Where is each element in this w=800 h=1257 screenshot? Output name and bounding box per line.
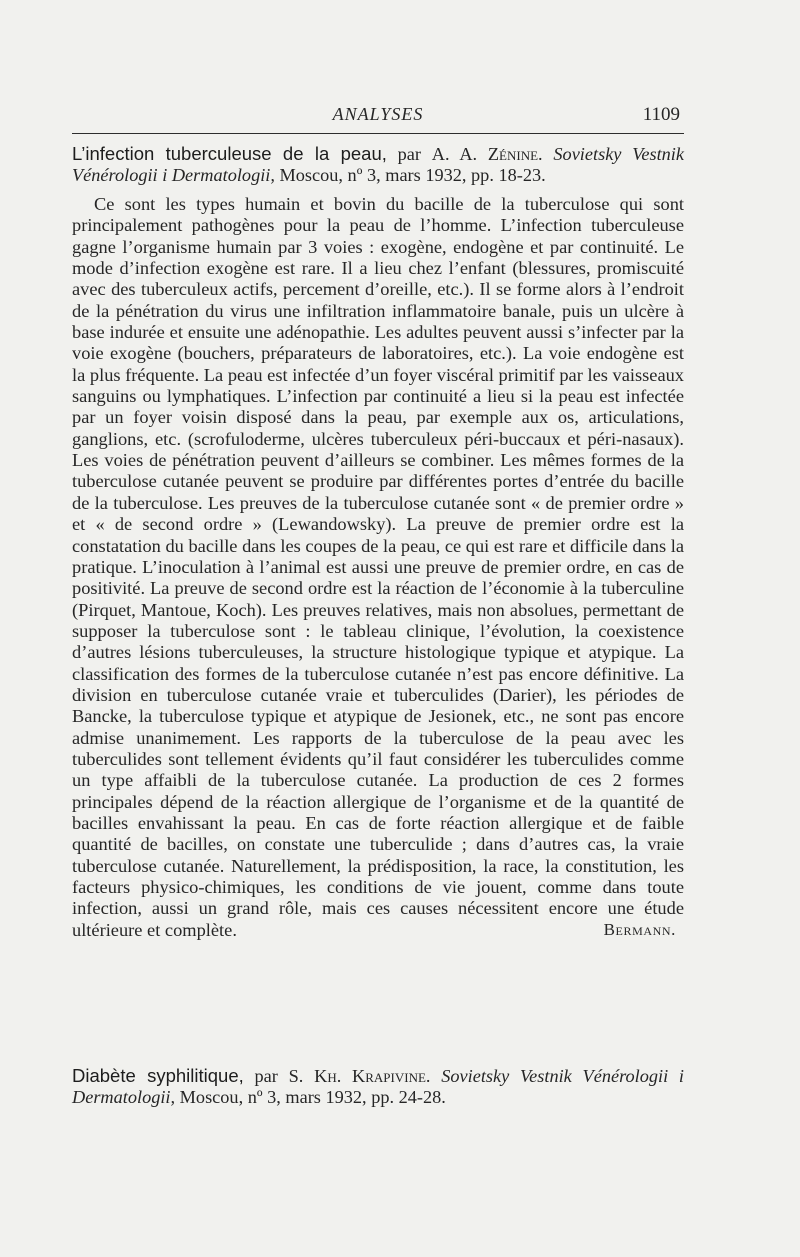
page-number: 1109 (642, 104, 680, 125)
publication-details: Moscou, nº 3, mars 1932, pp. 24-28. (179, 1087, 446, 1107)
journal-name: Sovietsky Vestnik Vénérologii i Dermatologii, (72, 144, 684, 185)
citation-by: par (243, 1066, 289, 1086)
reviewer-signature: Bermann. (603, 920, 676, 940)
running-header (72, 98, 684, 128)
article-diabete (72, 1065, 684, 1108)
article-citation: L’infection tuberculeuse de la peau, par A. A. Zénine. Sovietsky Vestnik Vénérologii i Dermatologii, Moscou, nº 3, mars 1932, pp. 18-23. (72, 143, 684, 185)
header-rule (72, 133, 684, 134)
citation-by: par (386, 144, 432, 164)
article-citation (72, 1065, 684, 1108)
article-body: Ce sont les types humain et bovin du bacille de la tuberculose qui sont principalement pathogènes pour la peau de l’homme. L’infection tuberculeuse gagne l’organisme humain par 3 voies : exogène, endogène et par continuité. Le mode d’infection exogène est rare. Il a lieu chez l’enfant (blessures, promiscuité avec des tuberculeux actifs, percement d’oreille, etc.). Il se forme alors à l’endroit de la pénétration du virus une infiltration inflammatoire banale, puis un ulcère à base indurée et ensuite une adénopathie. Les adultes peuvent aussi s’infecter par la voie exogène (bouchers, préparateurs de laboratoires, etc.). La voie endogène est la plus fréquente. La peau est infectée d’un foyer viscéral primitif par les vaisseaux sanguins ou lymphatiques. L’infection par continuité a lieu si la peau est infectée par un foyer voisin disposé dans la peau, par exemple aux os, articulations, ganglions, etc. (scrofuloderme, ulcères tuberculeux péri-buccaux et péri-nasaux). Les voies de pénétration peuvent d’ailleurs se combiner. Les mêmes formes de la tuberculose cutanée peuvent se produire par différentes portes d’entrée du bacille de la tuberculose. Les preuves de la tuberculose cutanée sont « de premier ordre » et « de second ordre » (Lewandowsky). La preuve de premier ordre est la constatation du bacille dans les coupes de la peau, ce qui est rare et difficile dans la pratique. L’inoculation à l’animal est aussi une preuve de premier ordre, en cas de positivité. La preuve de second ordre est la réaction de l’économie à la tuberculine (Pirquet, Mantoue, Koch). Les preuves relatives, mais non absolues, permettant de supposer la tuberculose sont : le tableau clinique, l’évolution, la coexistence d’autres lésions tuberculeuses, la structure histologique typique et atypique. La classification des formes de la tuberculose cutanée n’est pas encore définitive. La division en tuberculose cutanée vraie et tuberculides (Darier), les périodes de Bancke, la tuberculose typique et atypique de Jesionek, etc., ne sont pas encore admise unanimement. Les rapports de la tuberculose de la peau avec les tuberculides sont tellement évidents qu’il faut considérer les tuberculides comme un type affaibli de la tuberculose cutanée. La production de ces 2 formes principales dépend de la réaction allergique de l’organisme et de la quantité de bacilles envahissant la peau. En cas de forte réaction allergique et de faible quantité de bacilles, on constate une tuberculide ; dans d’autres cas, la vraie tuberculose cutanée. Naturellement, la prédisposition, la race, la constitution, les facteurs physico-chimiques, les conditions de vie jouent, comme dans toute infection, aussi un grand rôle, mais ces causes nécessitent encore une étude ultérieure et complète. (72, 194, 684, 940)
article-title: L’infection tuberculeuse de la peau, (72, 143, 387, 164)
article-author: A. A. Zénine (431, 144, 539, 164)
running-title: ANALYSES (332, 104, 424, 124)
journal-name: Sovietsky Vestnik Vénérologii i Dermatologii, (72, 1066, 685, 1107)
publication-details: Moscou, nº 3, mars 1932, pp. 18-23. (279, 165, 546, 185)
article-tuberculose (72, 143, 684, 940)
article-title: Diabète syphilitique, (72, 1065, 244, 1086)
article-author: S. Kh. Krapivine. (288, 1066, 431, 1086)
